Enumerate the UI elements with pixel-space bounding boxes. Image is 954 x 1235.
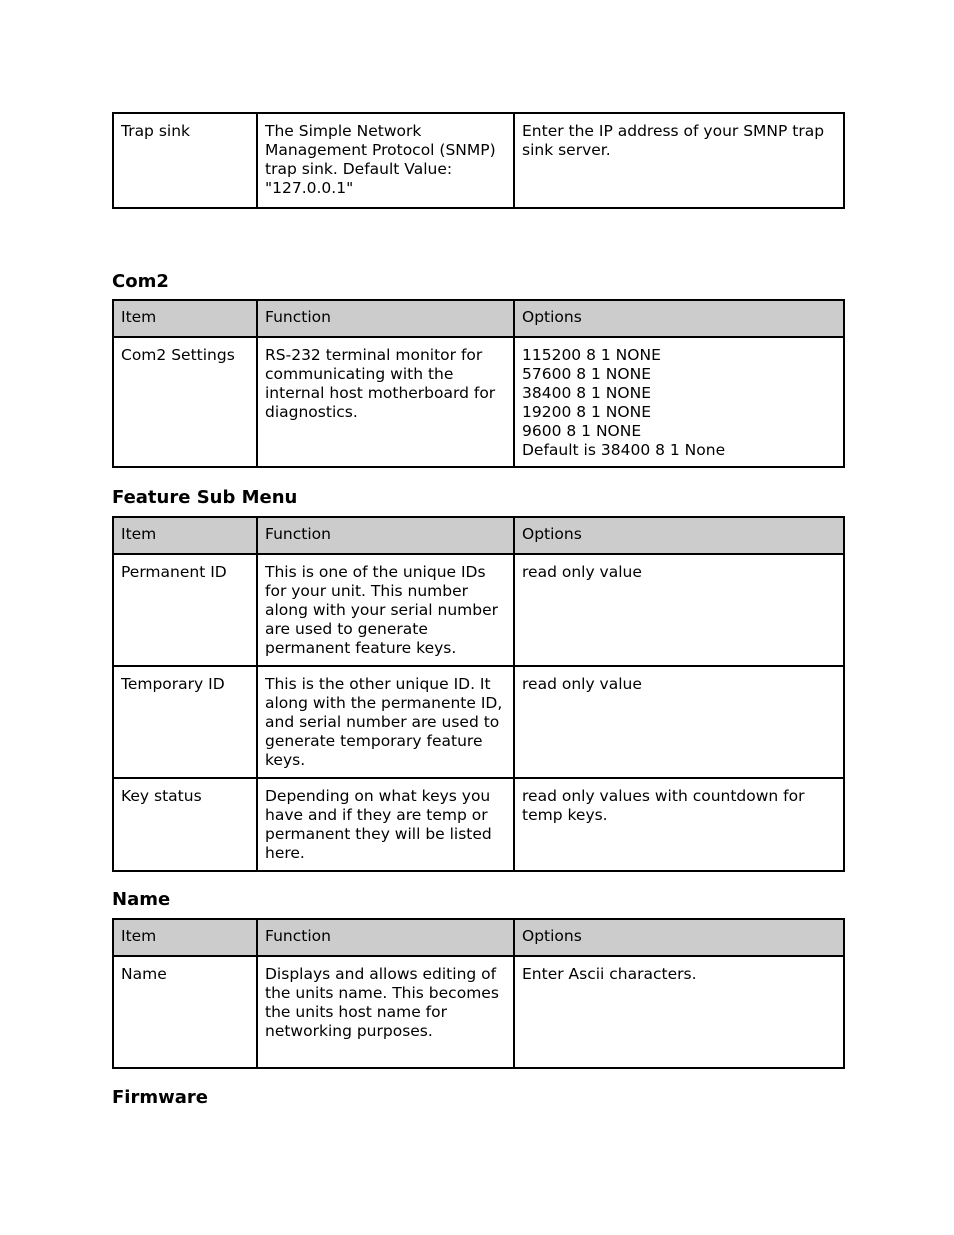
item-cell: Trap sink — [113, 113, 257, 208]
header-function: Function — [257, 300, 514, 337]
table-row — [113, 554, 844, 666]
function-cell: This is the other unique ID. It along with the permanente ID, and serial number are used to generate temporary feature keys. — [257, 666, 514, 778]
function-cell: Displays and allows editing of the units name. This becomes the units host name for networking purposes. — [257, 956, 514, 1068]
header-function: Function — [257, 517, 514, 554]
section-heading-firmware: Firmware — [112, 1087, 208, 1108]
function-cell: RS-232 terminal monitor for communicating with the internal host motherboard for diagnostics. — [257, 337, 514, 467]
option-line: 9600 8 1 NONE — [522, 422, 642, 440]
header-item: Item — [113, 919, 257, 956]
section-heading-name: Name — [112, 889, 171, 910]
item-cell: Com2 Settings — [113, 337, 257, 467]
header-item: Item — [113, 300, 257, 337]
option-line: 115200 8 1 NONE — [522, 346, 661, 364]
function-cell: The Simple Network Management Protocol (SNMP) trap sink. Default Value: "127.0.0.1" — [257, 113, 514, 208]
section-heading-com2: Com2 — [112, 271, 169, 292]
com2-table — [112, 299, 845, 468]
option-line: 57600 8 1 NONE — [522, 365, 651, 383]
options-cell — [514, 337, 844, 467]
table-row — [113, 956, 844, 1068]
function-cell: This is one of the unique IDs for your unit. This number along with your serial number are used to generate permanent feature keys. — [257, 554, 514, 666]
item-cell: Key status — [113, 778, 257, 871]
table-row — [113, 337, 844, 467]
item-cell: Name — [113, 956, 257, 1068]
item-cell: Permanent ID — [113, 554, 257, 666]
option-line: Default is 38400 8 1 None — [522, 441, 726, 459]
header-function: Function — [257, 919, 514, 956]
option-line: 38400 8 1 NONE — [522, 384, 651, 402]
options-cell: read only value — [514, 666, 844, 778]
feature-table — [112, 516, 845, 872]
options-cell: Enter the IP address of your SMNP trap sink server. — [514, 113, 844, 208]
header-options: Options — [514, 300, 844, 337]
option-line: 19200 8 1 NONE — [522, 403, 651, 421]
function-cell: Depending on what keys you have and if they are temp or permanent they will be listed here. — [257, 778, 514, 871]
table-header-row — [113, 517, 844, 554]
header-options: Options — [514, 517, 844, 554]
table-header-row — [113, 300, 844, 337]
options-cell: Enter Ascii characters. — [514, 956, 844, 1068]
options-cell: read only values with countdown for temp keys. — [514, 778, 844, 871]
section-heading-feature-sub-menu: Feature Sub Menu — [112, 487, 298, 508]
table-row — [113, 666, 844, 778]
table-row — [113, 113, 844, 208]
header-item: Item — [113, 517, 257, 554]
table-header-row — [113, 919, 844, 956]
table-row — [113, 778, 844, 871]
header-options: Options — [514, 919, 844, 956]
trap-sink-table — [112, 112, 845, 209]
item-cell: Temporary ID — [113, 666, 257, 778]
name-table — [112, 918, 845, 1069]
options-cell: read only value — [514, 554, 844, 666]
